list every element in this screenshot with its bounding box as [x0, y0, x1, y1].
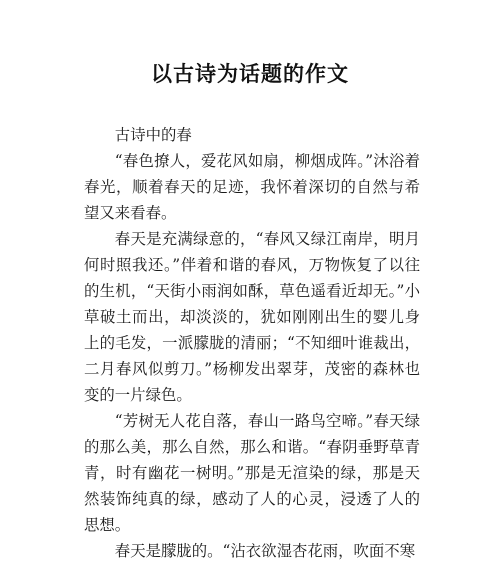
- paragraph: “芳树无人花自落，春山一路鸟空啼。”春天绿的那么美，那么自然，那么和谐。“春阴垂野草青青，时有幽花一树明。”那是无渲染的绿，那是天然装饰纯真的绿，感动了人的心灵，浸透了人的思想。: [84, 412, 420, 534]
- paragraph: 春天是朦胧的。“沾衣欲湿杏花雨，吹面不寒: [114, 542, 416, 560]
- document-body: [84, 122, 420, 564]
- paragraph: 春天是充满绿意的，“春风又绿江南岸，明月何时照我还。”伴着和谐的春风，万物恢复了以往的生机，“天街小雨润如酥，草色遥看近却无。”小草破土而出，却淡淡的，犹如刚刚出生的婴儿身上的毛发，一派朦胧的清丽；“不知细叶谁裁出，二月春风似剪刀。”杨柳发出翠芽，茂密的森林也变的一片绿色。: [84, 230, 420, 404]
- section-heading: 古诗中的春: [114, 126, 192, 144]
- document-title: 以古诗为话题的作文: [151, 62, 349, 86]
- paragraph: “春色撩人，爱花风如扇，柳烟成阵。”沐浴着春光，顺着春天的足迹，我怀着深切的自然与希望又来看春。: [84, 152, 420, 222]
